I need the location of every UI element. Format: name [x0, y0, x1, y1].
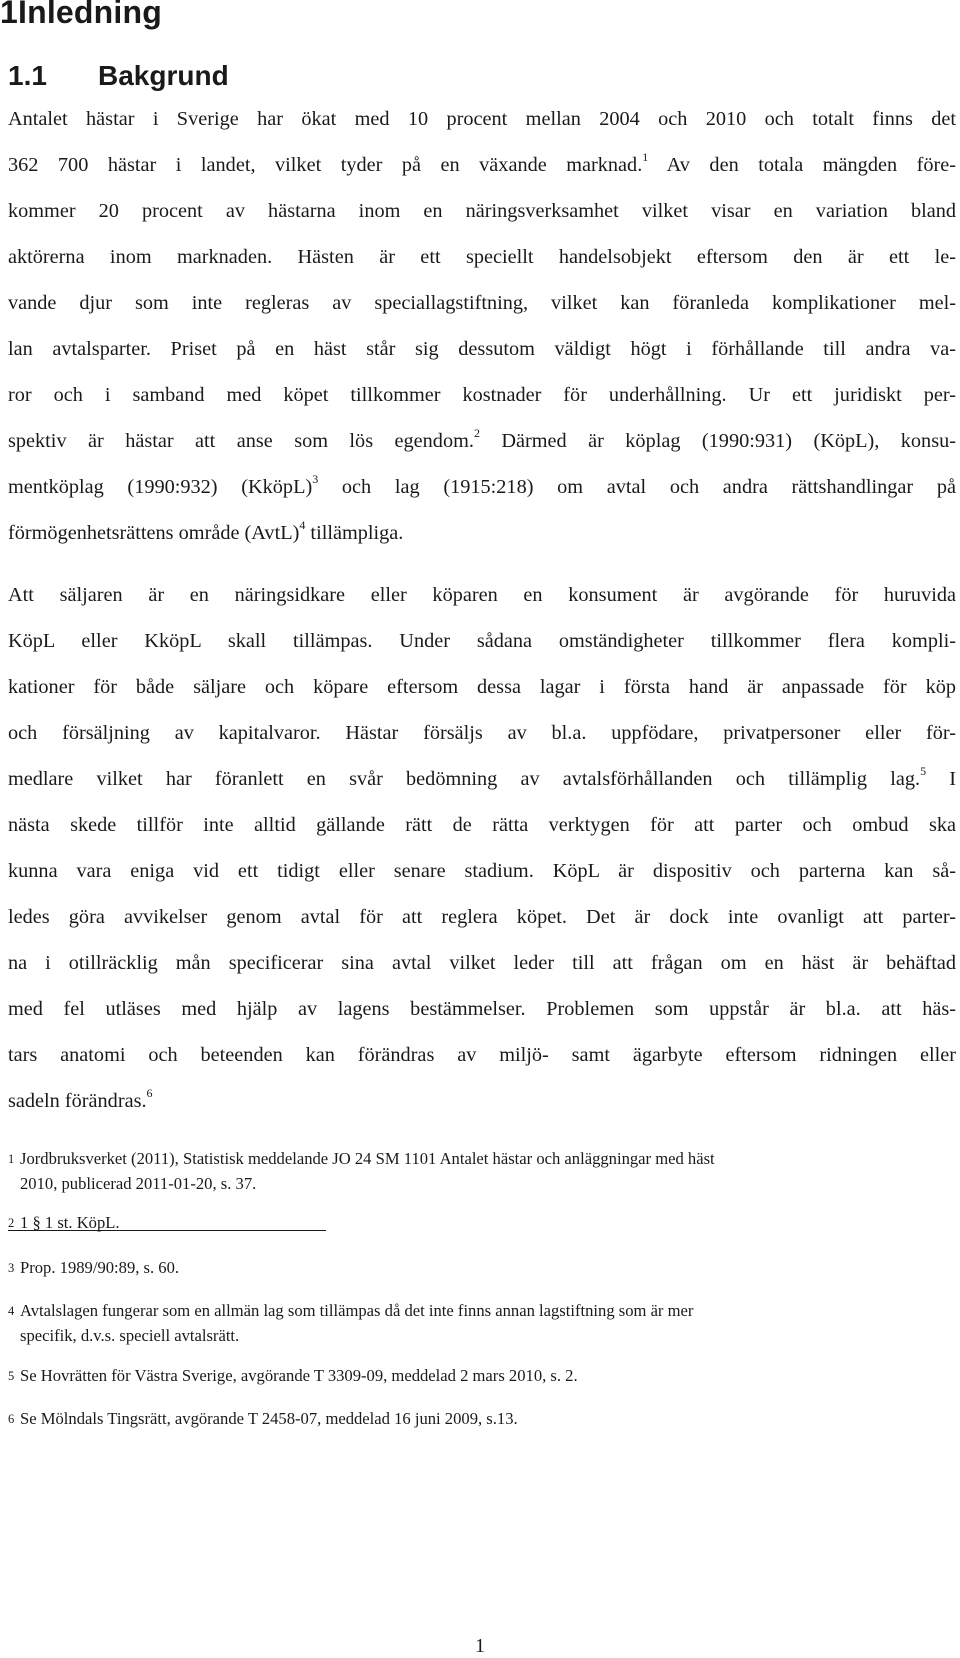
footnote-line: [8, 1406, 956, 1431]
chapter-heading: 1Inledning: [0, 0, 162, 30]
text-line: [8, 572, 956, 618]
footnote-text: 2010, publicerad 2011-01-20, s. 37.: [20, 1174, 257, 1193]
footnote-number: 1: [8, 1152, 15, 1166]
footnote-ref[interactable]: 3: [312, 472, 319, 486]
line-text: na i otillräcklig mån specificerar sina avtal vilket leder till att frågan om en häst är behäftad: [8, 952, 956, 974]
line-text: med fel utläses med hjälp av lagens bestämmelser. Problemen som uppstår är bl.a. att häs-: [8, 998, 956, 1020]
footnote-line: [8, 1255, 956, 1280]
line-text: kationer för både säljare och köpare eftersom dessa lagar i första hand är anpassade för köp: [8, 676, 956, 698]
footnote: [8, 1406, 956, 1431]
footnote-ref[interactable]: 1: [642, 150, 649, 164]
footnote-ref[interactable]: 6: [146, 1086, 153, 1100]
line-text: kunna vara eniga vid ett tidigt eller senare stadium. KöpL är dispositiv och parterna kan så-: [8, 860, 956, 882]
line-text: Att säljaren är en näringsidkare eller köparen en konsument är avgörande för huruvida: [8, 584, 956, 606]
text-line: [8, 756, 956, 802]
line-text-after-ref: Därmed är köplag (1990:931) (KöpL), konsu-: [479, 430, 956, 452]
paragraph-2: [8, 572, 956, 1124]
section-number: 1.1: [8, 60, 47, 91]
page-number: 1: [475, 1635, 485, 1657]
footnote-line: [8, 1363, 956, 1388]
footnote-text: specifik, d.v.s. speciell avtalsrätt.: [20, 1326, 240, 1345]
text-line: [8, 234, 956, 280]
footnote-line: [8, 1210, 956, 1235]
footnote-number: 3: [8, 1261, 15, 1275]
text-line: [8, 618, 956, 664]
text-line: [8, 326, 956, 372]
footnote-text: Se Mölndals Tingsrätt, avgörande T 2458-07, meddelad 16 juni 2009, s.13.: [20, 1409, 518, 1428]
line-text: ledes göra avvikelser genom avtal för att reglera köpet. Det är dock inte ovanligt att parter-: [8, 906, 956, 928]
text-line: [8, 894, 956, 940]
text-line: [8, 280, 956, 326]
line-text-after-ref: I: [926, 768, 957, 790]
footnote: [8, 1255, 956, 1280]
text-line: [8, 188, 956, 234]
text-line: [8, 510, 956, 556]
section-heading: [8, 60, 229, 92]
footnote-line: [8, 1323, 956, 1348]
footnote-line: [8, 1171, 956, 1196]
footnote-ref[interactable]: 5: [920, 764, 927, 778]
text-line: [8, 710, 956, 756]
footnote-number: 2: [8, 1216, 15, 1230]
footnote: [8, 1210, 956, 1235]
footnote: [8, 1298, 956, 1348]
text-line: [8, 848, 956, 894]
footnote-text: Se Hovrätten för Västra Sverige, avgörande T 3309-09, meddelad 2 mars 2010, s. 2.: [20, 1366, 578, 1385]
footnote-number: 4: [8, 1304, 15, 1318]
line-text: kommer 20 procent av hästarna inom en näringsverksamhet vilket visar en variation bland: [8, 200, 956, 222]
text-line: [8, 372, 956, 418]
line-text: aktörerna inom marknaden. Hästen är ett speciellt handelsobjekt eftersom den är ett le-: [8, 246, 956, 268]
footnote: [8, 1363, 956, 1388]
text-line: [8, 986, 956, 1032]
text-line: [8, 940, 956, 986]
paragraph-1: [8, 96, 956, 556]
footnote-ref[interactable]: 4: [299, 518, 306, 532]
line-text: mentköplag (1990:932) (KköpL): [8, 476, 313, 498]
line-text: vande djur som inte regleras av speciallagstiftning, vilket kan föranleda komplikationer mel-: [8, 292, 956, 314]
line-text: KöpL eller KköpL skall tillämpas. Under sådana omständigheter tillkommer flera kompli-: [8, 630, 956, 652]
line-text: ror och i samband med köpet tillkommer kostnader för underhållning. Ur ett juridiskt per-: [8, 384, 956, 406]
line-text-after-ref: Av den totala mängden före-: [648, 154, 957, 176]
footnote-text: 1 § 1 st. KöpL.: [20, 1213, 120, 1232]
line-text: medlare vilket har föranlett en svår bedömning av avtalsförhållanden och tillämplig lag.: [8, 768, 921, 790]
text-line: [8, 802, 956, 848]
line-text: och försäljning av kapitalvaror. Hästar försäljs av bl.a. uppfödare, privatpersoner eller för-: [8, 722, 956, 744]
line-text: 362 700 hästar i landet, vilket tyder på en växande marknad.: [8, 154, 643, 176]
text-line: [8, 418, 956, 464]
line-text-after-ref: tillämpliga.: [305, 522, 404, 544]
line-text: spektiv är hästar att anse som lös egendom.: [8, 430, 474, 452]
text-line: [8, 1078, 956, 1124]
footnote-text: Jordbruksverket (2011), Statistisk meddelande JO 24 SM 1101 Antalet hästar och anläggningar med häst: [20, 1149, 715, 1168]
line-text: sadeln förändras.: [8, 1090, 147, 1112]
footnote-number: 5: [8, 1369, 15, 1383]
text-line: [8, 664, 956, 710]
footnote-text: Prop. 1989/90:89, s. 60.: [20, 1258, 180, 1277]
line-text: Antalet hästar i Sverige har ökat med 10 procent mellan 2004 och 2010 och totalt finns det: [8, 108, 956, 130]
text-line: [8, 142, 956, 188]
text-line: [8, 1032, 956, 1078]
footnote-text: Avtalslagen fungerar som en allmän lag som tillämpas då det inte finns annan lagstiftning som är mer: [20, 1301, 694, 1320]
line-text: förmögenhetsrättens område (AvtL): [8, 522, 300, 544]
footnote-line: [8, 1146, 956, 1171]
line-text: tars anatomi och beteenden kan förändras av miljö- samt ägarbyte eftersom ridningen eller: [8, 1044, 956, 1066]
footnote: [8, 1146, 956, 1196]
text-line: [8, 96, 956, 142]
line-text-after-ref: och lag (1915:218) om avtal och andra rättshandlingar på: [318, 476, 957, 498]
line-text: nästa skede tillför inte alltid gällande rätt de rätta verktygen för att parter och ombud ska: [8, 814, 956, 836]
section-title: Bakgrund: [98, 60, 229, 91]
text-line: [8, 464, 956, 510]
line-text: lan avtalsparter. Priset på en häst står sig dessutom väldigt högt i förhållande till andra va-: [8, 338, 956, 360]
footnote-line: [8, 1298, 956, 1323]
footnote-number: 6: [8, 1412, 15, 1426]
footnote-ref[interactable]: 2: [473, 426, 480, 440]
